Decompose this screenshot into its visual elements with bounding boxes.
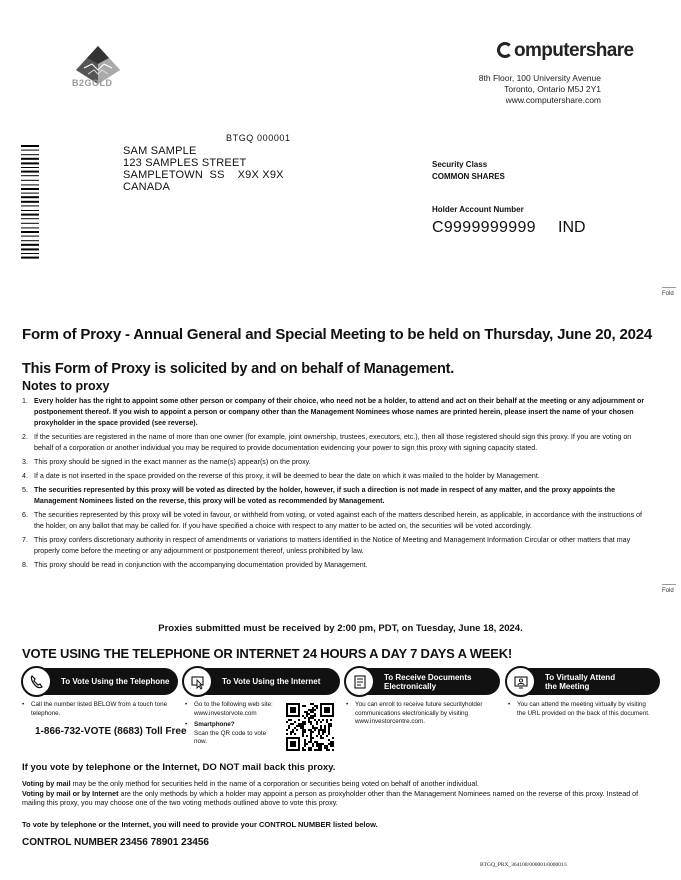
note-number: 7. bbox=[22, 536, 28, 544]
note-text: This proxy confers discretionary authority in respect of amendments or variations to matters identified in the Notice of Meeting and Management Information Circular or other matters that may properly come before the meeting or any adjournment or postponement thereof, unless prohibited by law. bbox=[34, 536, 631, 555]
holder-street: 123 SAMPLES STREET bbox=[123, 157, 247, 169]
virtual-meeting-icon bbox=[505, 666, 536, 697]
notes-heading: Notes to proxy bbox=[22, 379, 110, 393]
account-number-label: Holder Account Number bbox=[432, 205, 524, 214]
internet-instruction-text: Go to the following web site: www.investorvote.com bbox=[194, 701, 273, 717]
note-item bbox=[22, 432, 652, 454]
control-number-note: To vote by telephone or the Internet, you will need to provide your CONTROL NUMBER listed below. bbox=[22, 820, 378, 829]
do-not-mail-notice: If you vote by telephone or the Internet, DO NOT mail back this proxy. bbox=[22, 762, 336, 773]
form-title: Form of Proxy - Annual General and Special Meeting to be held on Thursday, June 20, 2024 bbox=[22, 326, 653, 343]
mail-p1-text: may be the only method for securities held in the name of a corporation or securities being voted on behalf of another individual. bbox=[70, 779, 479, 788]
fold-line-bottom bbox=[662, 584, 676, 585]
reference-code: BTGQ 000001 bbox=[226, 133, 291, 143]
note-number: 4. bbox=[22, 472, 28, 480]
virtual-attend-label-2: the Meeting bbox=[545, 681, 590, 691]
qr-code bbox=[286, 703, 334, 751]
receive-documents-label bbox=[384, 673, 471, 691]
receive-documents-label-2: Electronically bbox=[384, 681, 437, 691]
note-text: The securities represented by this proxy will be voted as directed by the holder, however, if such a direction is not made in respect of any matter, and the proxy appoints the Management Nominees listed on the reverse, this proxy will be voted as recommended by Management. bbox=[34, 486, 616, 505]
note-text: If the securities are registered in the name of more than one owner (for example, joint ownership, trustees, executors, etc.), then all those registered should sign this proxy. If you are voting on behalf of a corporation or another individual you may be required to provide documentation evidencing your power to sign this proxy with signing capacity stated. bbox=[34, 433, 632, 452]
note-number: 6. bbox=[22, 511, 28, 519]
virtual-attend-label bbox=[545, 673, 615, 691]
smartphone-text: Scan the QR code to vote now. bbox=[194, 729, 267, 745]
note-item bbox=[22, 560, 652, 571]
note-text: Every holder has the right to appoint some other person or company of their choice, who need not be a holder, to attend and act on their behalf at the meeting or any adjournment or postponement thereof. If you wish to appoint a person or company other than the Management Nominees whose names are printed herein, please insert the name of your chosen proxyholder in the space provided (see reverse). bbox=[34, 397, 645, 427]
virtual-instruction-text: You can attend the meeting virtually by visiting the URL provided on the back of this document. bbox=[517, 701, 650, 717]
note-item bbox=[22, 485, 652, 507]
control-number: 23456 78901 23456 bbox=[120, 837, 209, 848]
holder-country: CANADA bbox=[123, 181, 171, 193]
footer-code: BTGQ_PRX_364108/000001/000001/i bbox=[480, 862, 567, 868]
note-number: 1. bbox=[22, 397, 28, 405]
security-class-label: Security Class bbox=[432, 160, 488, 169]
control-number-label: CONTROL NUMBER bbox=[22, 837, 118, 848]
receive-documents-label-1: To Receive Documents bbox=[384, 672, 472, 682]
account-type: IND bbox=[558, 219, 586, 236]
telephone-instructions: • Call the number listed BELOW from a touch tone telephone. bbox=[22, 701, 172, 718]
account-number: C9999999999 bbox=[432, 219, 536, 236]
computer-cursor-icon bbox=[182, 666, 213, 697]
agent-address-line-1: 8th Floor, 100 University Avenue bbox=[478, 73, 601, 83]
mail-p2-text: are the only methods by which a holder may appoint a person as proxyholder other than the Management Nominees named on the reverse of this proxy. Instead of mailing this proxy, you may choose one of the two voting methods outlined above to vote this proxy. bbox=[22, 788, 639, 807]
note-text: If a date is not inserted in the space provided on the reverse of this proxy, it will be deemed to bear the date on which it was mailed to the holder by Management. bbox=[34, 472, 540, 480]
note-text: This proxy should be read in conjunction with the accompanying documentation provided by Management. bbox=[34, 561, 368, 569]
smartphone-title: Smartphone? bbox=[194, 721, 235, 728]
vote-internet-label: To Vote Using the Internet bbox=[222, 677, 321, 686]
document-icon bbox=[344, 666, 375, 697]
vote-telephone-label: To Vote Using the Telephone bbox=[61, 677, 170, 686]
note-item bbox=[22, 457, 652, 468]
computershare-logo bbox=[497, 40, 634, 62]
computershare-c-icon bbox=[497, 42, 513, 58]
toll-free-number: 1-866-732-VOTE (8683) Toll Free bbox=[35, 726, 187, 737]
fold-label-top: Fold bbox=[662, 291, 674, 297]
internet-instructions: • Go to the following web site: www.investorvote.com • Smartphone? Scan the QR code to vote now. bbox=[185, 701, 280, 747]
submission-deadline: Proxies submitted must be received by 2:00 pm, PDT, on Tuesday, June 18, 2024. bbox=[158, 623, 523, 634]
notes-list bbox=[22, 396, 652, 574]
solicitation-statement: This Form of Proxy is solicited by and on behalf of Management. bbox=[22, 361, 455, 377]
vote-telephone-banner bbox=[22, 668, 178, 695]
fold-label-bottom: Fold bbox=[662, 588, 674, 594]
note-number: 8. bbox=[22, 561, 28, 569]
virtual-attend-label-1: To Virtually Attend bbox=[545, 672, 616, 682]
postal-barcode bbox=[21, 145, 39, 261]
holder-city: SAMPLETOWN SS X9X X9X bbox=[123, 169, 284, 181]
note-item bbox=[22, 396, 652, 429]
note-item bbox=[22, 535, 652, 557]
virtual-attend-banner bbox=[506, 668, 660, 695]
agent-address-line-2: Toronto, Ontario M5J 2Y1 bbox=[504, 84, 601, 94]
vote-internet-banner bbox=[183, 668, 340, 695]
documents-instruction-text: You can enroll to receive future securityholder communications electronically by visiting www.investorcentre.com. bbox=[355, 701, 483, 725]
security-class-value: COMMON SHARES bbox=[432, 172, 505, 181]
vote-heading: VOTE USING THE TELEPHONE OR INTERNET 24 HOURS A DAY 7 DAYS A WEEK! bbox=[22, 646, 513, 661]
computershare-logo-text: omputershare bbox=[514, 40, 634, 61]
phone-icon bbox=[21, 666, 52, 697]
mail-voting-text bbox=[22, 779, 652, 808]
note-text: The securities represented by this proxy will be voted in favour, or withheld from voting, or voted against each of the matters described herein, as applicable, in accordance with the instructions of the holder, on any ballot that may be called for. If you have specified a choice with respect to any matter to be acted on, the securities will be voted accordingly. bbox=[34, 511, 643, 530]
note-number: 5. bbox=[22, 486, 28, 494]
agent-website: www.computershare.com bbox=[505, 95, 601, 105]
b2gold-logo-text: B2GOLD bbox=[72, 78, 113, 88]
note-number: 3. bbox=[22, 458, 28, 466]
receive-documents-banner bbox=[345, 668, 500, 695]
telephone-instruction-text: Call the number listed BELOW from a touch tone telephone. bbox=[31, 701, 168, 717]
holder-name: SAM SAMPLE bbox=[123, 145, 197, 157]
virtual-instructions: • You can attend the meeting virtually by visiting the URL provided on the back of this document. bbox=[508, 701, 656, 718]
fold-line-top bbox=[662, 287, 676, 288]
note-number: 2. bbox=[22, 433, 28, 441]
note-item bbox=[22, 471, 652, 482]
note-text: This proxy should be signed in the exact manner as the name(s) appear(s) on the proxy. bbox=[34, 458, 311, 466]
note-item bbox=[22, 510, 652, 532]
mail-p1-bold: Voting by mail bbox=[22, 779, 71, 788]
mail-p2-bold: Voting by mail or by Internet bbox=[22, 788, 119, 798]
documents-instructions: • You can enroll to receive future securityholder communications electronically by visiting www.investorcentre.com. bbox=[346, 701, 494, 727]
